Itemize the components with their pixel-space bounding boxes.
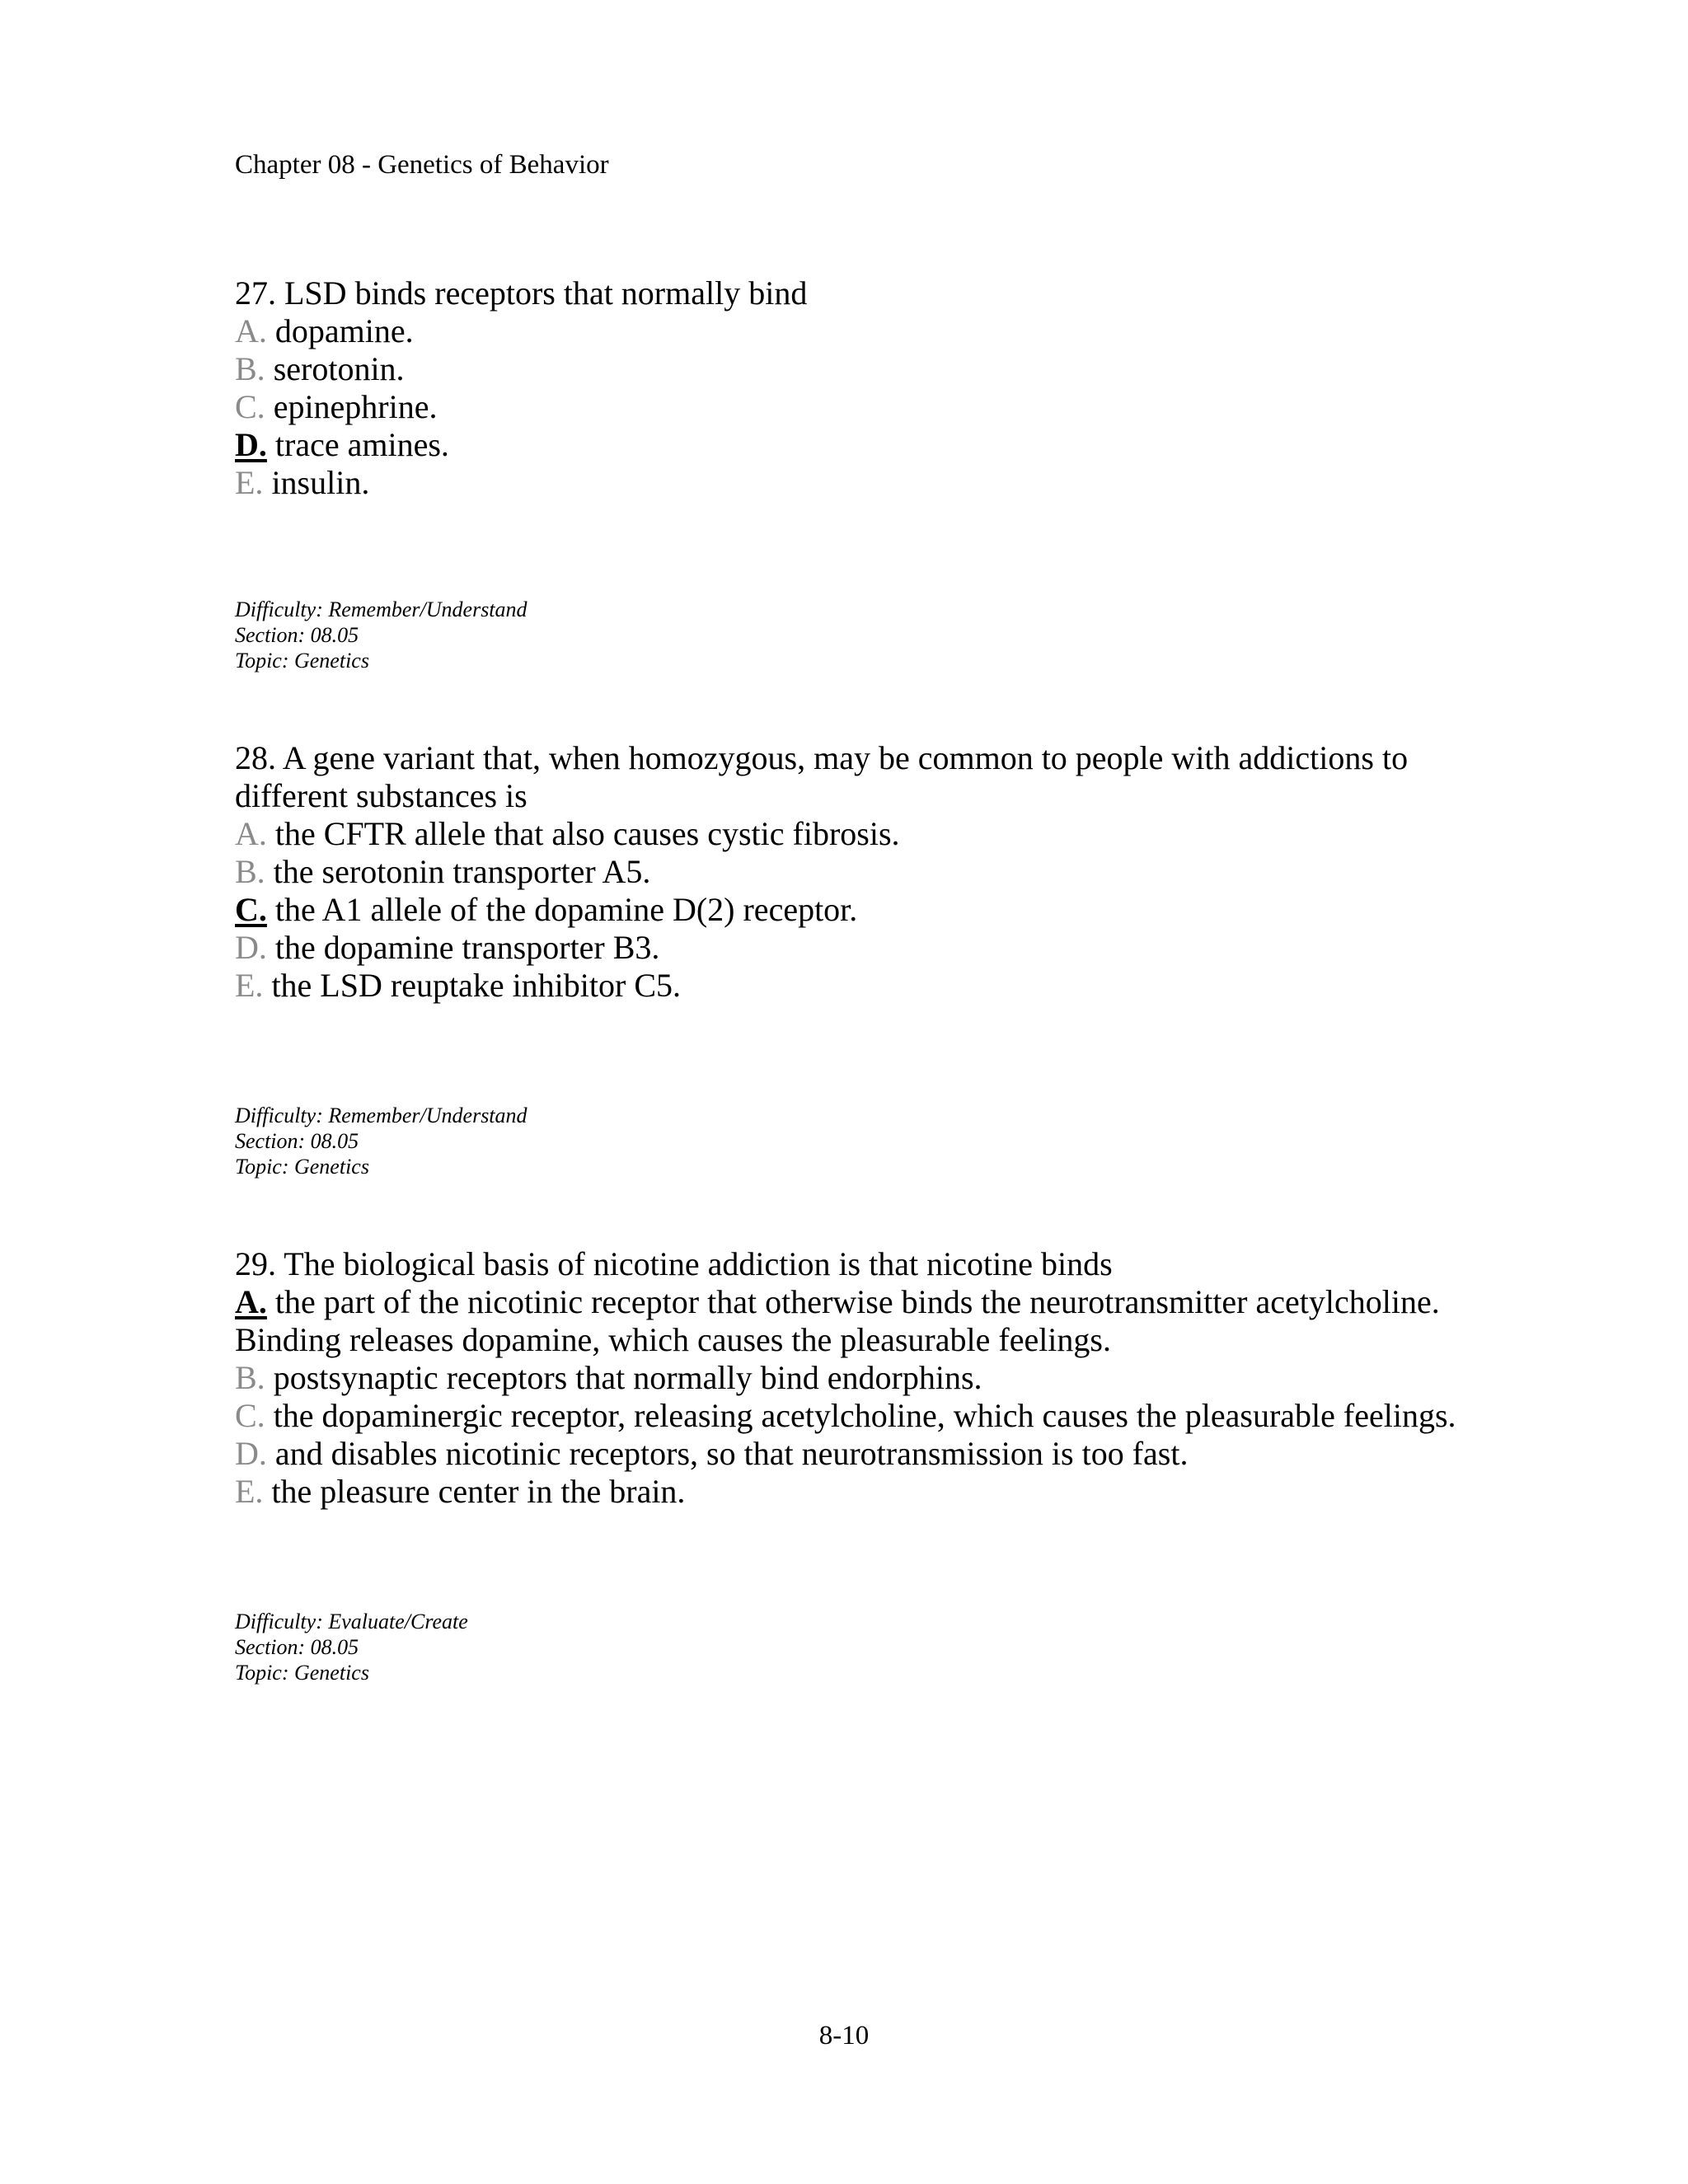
option-letter: E. — [235, 1473, 264, 1510]
option-text: and disables nicotinic receptors, so that neurotransmission is too fast. — [266, 1435, 1189, 1472]
option-text: the pleasure center in the brain. — [263, 1473, 686, 1510]
page-number: 8-10 — [818, 2021, 870, 2050]
option-letter: C. — [235, 388, 265, 425]
option-text: the dopaminergic receptor, releasing acetylcholine, which causes the pleasurable feelings. — [265, 1397, 1456, 1434]
question-stem: 27. LSD binds receptors that normally bind — [235, 274, 808, 312]
answer-option-a — [235, 815, 1488, 853]
answer-option-e — [235, 967, 1488, 1005]
option-text: serotonin. — [265, 350, 405, 387]
option-letter: D. — [235, 426, 267, 463]
answer-option-d — [235, 929, 1488, 967]
question-metadata — [235, 1609, 468, 1685]
option-text: dopamine. — [266, 312, 414, 349]
option-letter: A. — [235, 815, 267, 852]
option-text: epinephrine. — [265, 388, 438, 425]
option-letter: E. — [235, 464, 264, 501]
difficulty-label: Difficulty: Remember/Understand — [235, 1104, 528, 1127]
question-29 — [235, 1245, 1488, 1511]
option-letter: C. — [235, 1397, 265, 1434]
option-text: the CFTR allele that also causes cystic fibrosis. — [266, 815, 900, 852]
topic-label: Topic: Genetics — [235, 649, 369, 673]
option-text: the dopamine transporter B3. — [266, 929, 660, 966]
difficulty-label: Difficulty: Evaluate/Create — [235, 1610, 468, 1633]
option-letter: D. — [235, 929, 267, 966]
page-header: Chapter 08 - Genetics of Behavior — [235, 150, 609, 180]
option-letter: B. — [235, 1359, 265, 1396]
option-text: the LSD reuptake inhibitor C5. — [263, 967, 682, 1004]
answer-option-b — [235, 1359, 1488, 1397]
question-28 — [235, 739, 1488, 1005]
question-stem: 29. The biological basis of nicotine addiction is that nicotine binds — [235, 1245, 1113, 1282]
option-text: postsynaptic receptors that normally bind endorphins. — [265, 1359, 982, 1396]
option-text: the A1 allele of the dopamine D(2) receptor. — [266, 891, 858, 928]
question-27 — [235, 274, 1488, 502]
answer-option-e — [235, 1473, 1488, 1511]
option-letter: E. — [235, 967, 264, 1004]
answer-option-c — [235, 1397, 1488, 1435]
option-text: insulin. — [263, 464, 370, 501]
answer-option-b — [235, 350, 1488, 388]
option-text: trace amines. — [266, 426, 449, 463]
answer-option-c — [235, 388, 1488, 426]
question-metadata — [235, 1103, 528, 1179]
option-text: the part of the nicotinic receptor that otherwise binds the neurotransmitter acetylcholine. Binding releases dopamine, which causes the pleasurable feelings. — [235, 1283, 1440, 1358]
answer-option-a — [235, 1283, 1488, 1359]
answer-option-d — [235, 426, 1488, 464]
section-label: Section: 08.05 — [235, 623, 359, 647]
answer-option-e — [235, 464, 1488, 502]
answer-option-a — [235, 312, 1488, 350]
option-letter: B. — [235, 350, 265, 387]
option-letter: B. — [235, 853, 265, 890]
question-stem: 28. A gene variant that, when homozygous, may be common to people with addictions to different substances is — [235, 739, 1409, 814]
difficulty-label: Difficulty: Remember/Understand — [235, 598, 528, 621]
option-letter: A. — [235, 312, 267, 349]
option-letter: A. — [235, 1283, 267, 1320]
answer-option-d — [235, 1435, 1488, 1473]
topic-label: Topic: Genetics — [235, 1155, 369, 1179]
option-letter: C. — [235, 891, 267, 928]
question-metadata — [235, 597, 528, 673]
answer-option-c — [235, 891, 1488, 929]
answer-option-b — [235, 853, 1488, 891]
section-label: Section: 08.05 — [235, 1635, 359, 1659]
option-text: the serotonin transporter A5. — [265, 853, 651, 890]
topic-label: Topic: Genetics — [235, 1661, 369, 1685]
section-label: Section: 08.05 — [235, 1129, 359, 1153]
option-letter: D. — [235, 1435, 267, 1472]
